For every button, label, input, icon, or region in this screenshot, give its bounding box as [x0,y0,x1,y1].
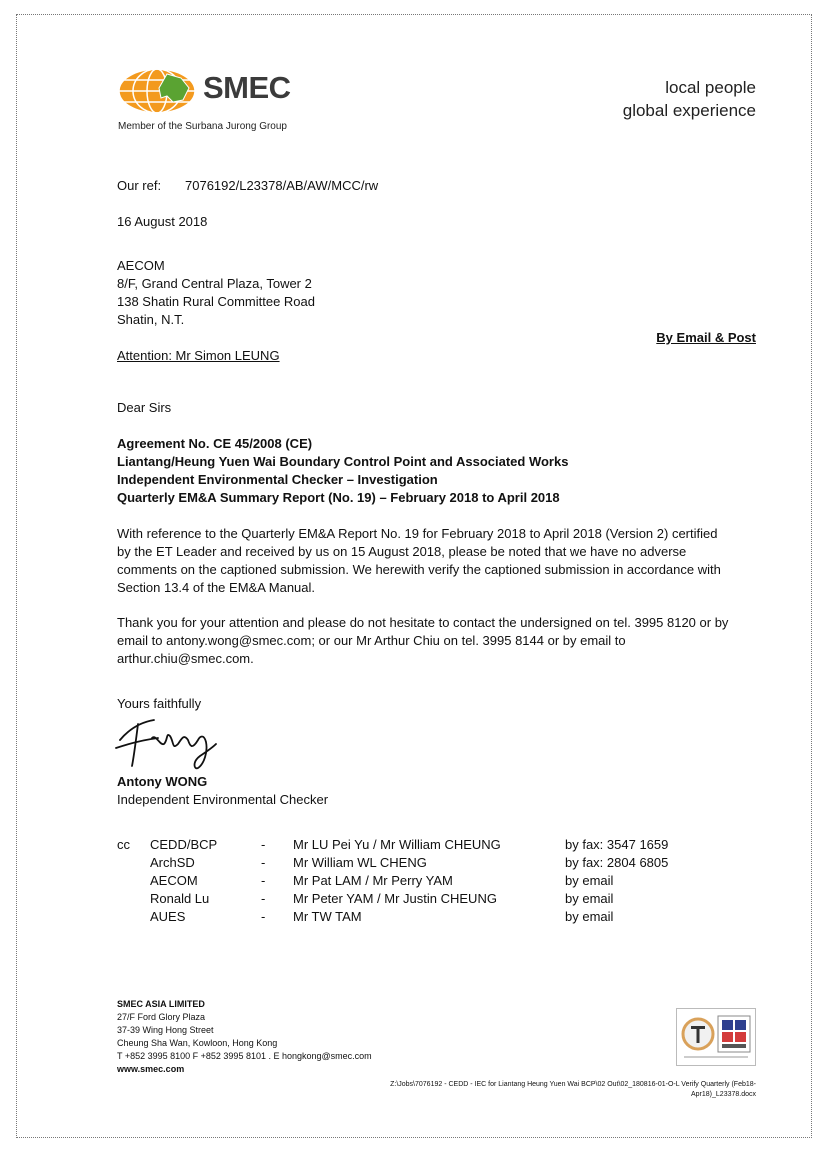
certification-badges-icon [676,1008,756,1066]
signatory-title: Independent Environmental Checker [117,792,329,807]
cc-person: Mr TW TAM [293,909,362,924]
body-paragraph-2-line: email to antony.wong@smec.com; or our Mr Arthur Chiu on tel. 3995 8144 or by email to [117,633,626,648]
cc-label: cc [117,837,130,852]
cc-row [117,908,777,926]
cc-org: AECOM [150,873,198,888]
cc-via: by fax: 2804 6805 [565,855,669,870]
signatory-name: Antony WONG [117,774,208,789]
closing: Yours faithfully [117,696,202,711]
body-paragraph-2-line: Thank you for your attention and please do not hesitate to contact the undersigned on tel. 3995 8120 or by [117,615,729,630]
footer-address-line: 27/F Ford Glory Plaza [117,1012,206,1022]
cc-via: by email [565,891,614,906]
cc-dash: - [261,891,266,906]
address-line: 8/F, Grand Central Plaza, Tower 2 [117,276,312,291]
cc-row [117,890,777,908]
handwritten-signature [112,710,222,772]
member-line: Member of the Surbana Jurong Group [118,121,287,132]
cc-dash: - [261,873,266,888]
company-logo-text: SMEC [203,70,291,105]
footer-website: www.smec.com [117,1064,185,1074]
letter-date: 16 August 2018 [117,214,208,229]
footer-address-line: 37-39 Wing Hong Street [117,1025,214,1035]
cc-dash: - [261,837,266,852]
footer-address-line: Cheung Sha Wan, Kowloon, Hong Kong [117,1038,278,1048]
subject-line: Quarterly EM&A Summary Report (No. 19) – February 2018 to April 2018 [117,490,560,505]
body-paragraph-1-line: by the ET Leader and received by us on 15 August 2018, please be noted that we have no adverse [117,544,687,559]
globe-logo-icon [117,66,203,118]
cc-person: Mr Peter YAM / Mr Justin CHEUNG [293,891,497,906]
cc-org: AUES [150,909,186,924]
cc-person: Mr Pat LAM / Mr Perry YAM [293,873,453,888]
subject-line: Independent Environmental Checker – Investigation [117,472,438,487]
body-paragraph-1-line: With reference to the Quarterly EM&A Report No. 19 for February 2018 to April 2018 (Version 2) certified [117,526,718,541]
cc-row [117,854,777,872]
cc-dash: - [261,855,266,870]
subject-line: Liantang/Heung Yuen Wai Boundary Control Point and Associated Works [117,454,569,469]
body-paragraph-1-line: comments on the captioned submission. We herewith verify the captioned submission in accordance with [117,562,721,577]
cc-org: CEDD/BCP [150,837,218,852]
footer-contact: T +852 3995 8100 F +852 3995 8101 . E hongkong@smec.com [117,1051,372,1061]
salutation: Dear Sirs [117,400,172,415]
cc-org: Ronald Lu [150,891,210,906]
cc-org: ArchSD [150,855,195,870]
ref-value: 7076192/L23378/AB/AW/MCC/rw [185,178,379,193]
cc-person: Mr William WL CHENG [293,855,427,870]
cc-via: by fax: 3547 1659 [565,837,669,852]
cc-via: by email [565,873,614,888]
address-line: AECOM [117,258,165,273]
subject-line: Agreement No. CE 45/2008 (CE) [117,436,313,451]
cc-person: Mr LU Pei Yu / Mr William CHEUNG [293,837,501,852]
file-path-line-1: Z:\Jobs\7076192 - CEDD - IEC for Liantang Heung Yuen Wai BCP\02 Out\02_180816-01-O-L Verify Quarterly (Feb18- [390,1081,756,1088]
address-line: 138 Shatin Rural Committee Road [117,294,315,309]
cc-row [117,836,777,854]
cc-dash: - [261,909,266,924]
tagline-line-1: local people [665,78,756,97]
cc-row [117,872,777,890]
attention-line: Attention: Mr Simon LEUNG [117,348,280,363]
footer-company: SMEC ASIA LIMITED [117,999,205,1009]
body-paragraph-2-line: arthur.chiu@smec.com. [117,651,254,666]
cc-via: by email [565,909,614,924]
ref-label: Our ref: [117,178,162,193]
delivery-method: By Email & Post [656,330,756,345]
body-paragraph-1-line: Section 13.4 of the EM&A Manual. [117,580,316,595]
file-path-line-2: Apr18)_L23378.docx [691,1091,756,1098]
address-line: Shatin, N.T. [117,312,185,327]
tagline-line-2: global experience [622,101,756,120]
